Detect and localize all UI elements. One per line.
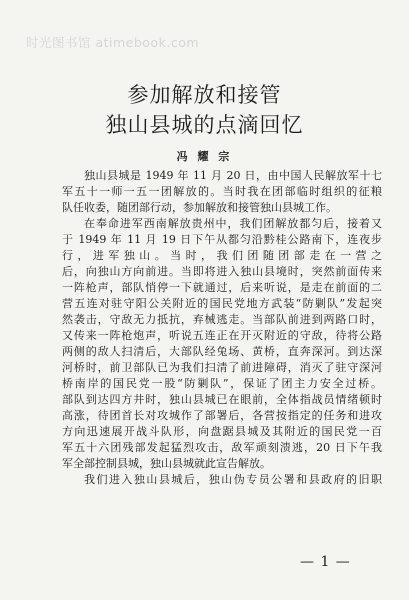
- text-line: 军五十一师一五一团解放的。当时我在团部临时组织的征粮: [62, 185, 382, 198]
- title-line-2: 独山县城的点滴回忆: [105, 113, 304, 137]
- text-line: 两侧的敌人扫清后，大部队经兔场、黄桥，直奔深河。到达深: [62, 345, 382, 358]
- text-line: 部队到达四方井时，独山县城已在眼前，全体指战员情绪顿时: [62, 393, 382, 406]
- text-line: 军全部控制县城，独山县城就此宣告解放。: [62, 457, 271, 470]
- article-title: [0, 80, 409, 140]
- text-line: 一阵枪声，部队悄停一下就通过，后来听说，是走在前面的二: [62, 281, 382, 294]
- text-line: 在奉命进军西南解放贵州中，我们团解放都匀后，接着又: [84, 217, 382, 230]
- article-body: [62, 168, 382, 488]
- text-line: 行，进军独山。当时，我们团随团部走在一营之: [62, 249, 382, 262]
- text-line: 队任收委，随团部行动，参加解放和接管独山县城工作。: [62, 201, 337, 214]
- text-line: 然袭击，守敌无力抵抗，弃械逃走。当部队前进到两路口时，: [62, 313, 382, 326]
- text-line: 于 1949 年 11 月 19 日下午从都匀沿黔桂公路南下，连夜步: [62, 233, 382, 246]
- author-name: 冯 耀 宗: [176, 150, 233, 163]
- page-number: — 1 —: [300, 554, 351, 570]
- text-line: 后，向独山方向前进。当即将进入独山县境时，突然前面传来: [62, 265, 382, 278]
- text-line: 又传来一阵枪炮声，听说五连正在开灭附近的守敌，待将公路: [62, 329, 382, 342]
- watermark: 时光图书馆 atimebook.com: [26, 35, 200, 50]
- title-line-1: 参加解放和接管: [127, 83, 282, 107]
- text-line: 营五连对驻守阳公关附近的国民党地方武装“防剿队”发起突: [62, 297, 382, 310]
- text-line: 高涨，待团首长对攻城作了部署后，各营按指定的任务和进攻: [62, 409, 382, 422]
- text-line: 桥南岸的国民党一股“防剿队”，保证了团主力安全过桥。: [62, 377, 382, 390]
- text-line: 军五十六团残部发起猛烈攻击，敌军顽刻溃逃，20 日下午我: [62, 441, 382, 454]
- text-line: 独山县城是 1949 年 11 月 20 日，由中国人民解放军十七: [84, 169, 382, 182]
- text-line: 河桥时，前卫部队已为我们扫清了前进障碍，消灭了驻守深河: [62, 361, 382, 374]
- text-line: 我们进入独山县城后，独山伪专员公署和县政府的旧职: [84, 473, 382, 486]
- text-line: 方向迅速展开战斗队形，向盘踞县城及其附近的国民党一百: [62, 425, 382, 438]
